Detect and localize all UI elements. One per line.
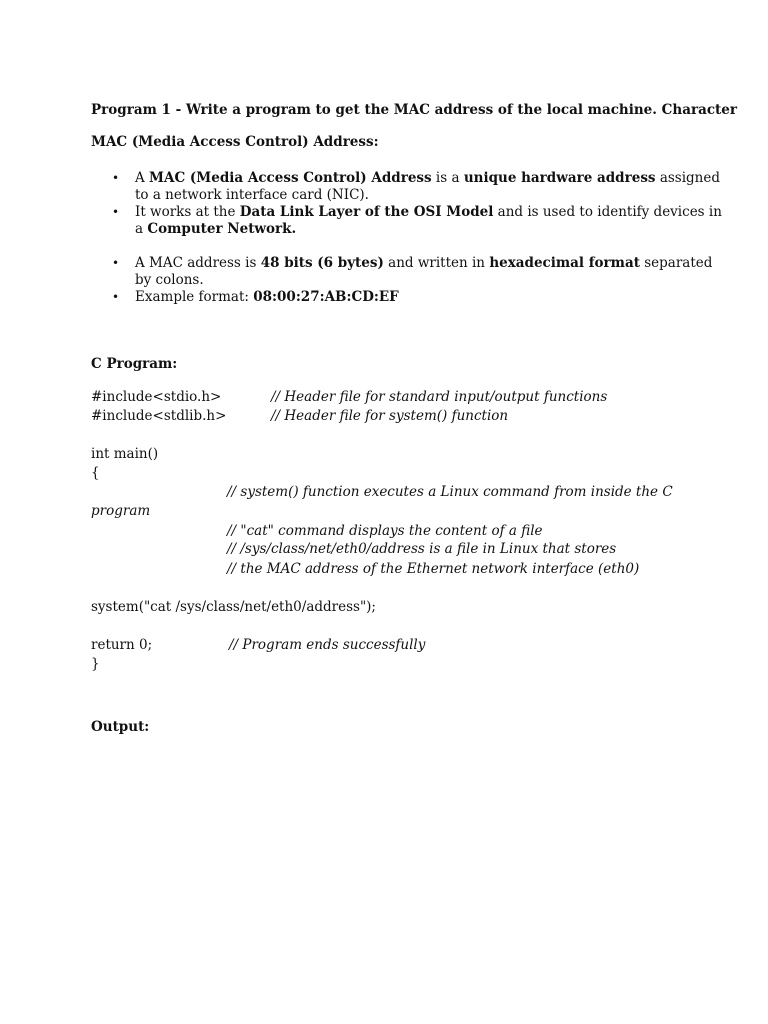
text-run: A MAC address is: [135, 255, 261, 271]
bullet-line: [135, 272, 204, 289]
bullet-line: [135, 289, 399, 306]
bullet-marker: •: [112, 171, 120, 185]
code-comment: // Header file for standard input/output functions: [271, 389, 608, 405]
bullet-marker: •: [112, 205, 120, 219]
code-comment: // the MAC address of the Ethernet network interface (eth0): [227, 561, 640, 577]
bullet-line: [135, 187, 369, 204]
bullet-line: [135, 204, 722, 221]
text-run: It works at the: [135, 204, 240, 220]
bullet-line: [135, 170, 720, 187]
text-run: Example format:: [135, 289, 254, 305]
program-heading: Program 1 - Write a program to get the MAC address of the local machine. Character: [91, 102, 737, 118]
code-line: int main(): [91, 446, 159, 462]
code-line: }: [91, 656, 100, 672]
bold-text: unique hardware address: [463, 170, 656, 186]
code-comment: // Header file for system() function: [271, 408, 509, 424]
text-run: to a network interface card (NIC).: [135, 187, 369, 203]
bold-text: Computer Network.: [147, 221, 297, 237]
code-line: system("cat /sys/class/net/eth0/address");: [91, 599, 376, 615]
text-run: and is used to identify devices in: [493, 204, 722, 220]
mac-heading: MAC (Media Access Control) Address:: [91, 134, 379, 150]
code-comment: // "cat" command displays the content of a file: [227, 523, 543, 539]
bullet-line: [135, 221, 296, 238]
bullet-marker: •: [112, 256, 120, 270]
bold-text: MAC (Media Access Control) Address: [149, 170, 432, 186]
text-run: by colons.: [135, 272, 204, 288]
code-line: {: [91, 465, 100, 481]
code-comment: // system() function executes a Linux command from inside the C: [227, 484, 673, 500]
text-run: separated: [639, 255, 713, 271]
text-run: A: [135, 170, 150, 186]
c-program-heading: C Program:: [91, 356, 178, 372]
code-line: #include<stdlib.h>: [91, 408, 227, 424]
code-comment: // /sys/class/net/eth0/address is a file in Linux that stores: [227, 541, 617, 557]
text-run: a: [135, 221, 148, 237]
bold-text: 08:00:27:AB:CD:EF: [253, 289, 399, 305]
bold-text: 48 bits (6 bytes): [260, 255, 384, 271]
code-line: #include<stdio.h>: [91, 389, 222, 405]
bullet-marker: •: [112, 290, 120, 304]
text-run: and written in: [383, 255, 490, 271]
text-run: is a: [431, 170, 464, 186]
text-run: assigned: [655, 170, 721, 186]
bold-text: hexadecimal format: [489, 255, 640, 271]
code-comment: program: [91, 503, 151, 519]
code-comment: // Program ends successfully: [229, 637, 426, 653]
output-heading: Output:: [91, 719, 150, 735]
bullet-line: [135, 255, 712, 272]
bold-text: Data Link Layer of the OSI Model: [239, 204, 494, 220]
code-line: return 0;: [91, 637, 153, 653]
